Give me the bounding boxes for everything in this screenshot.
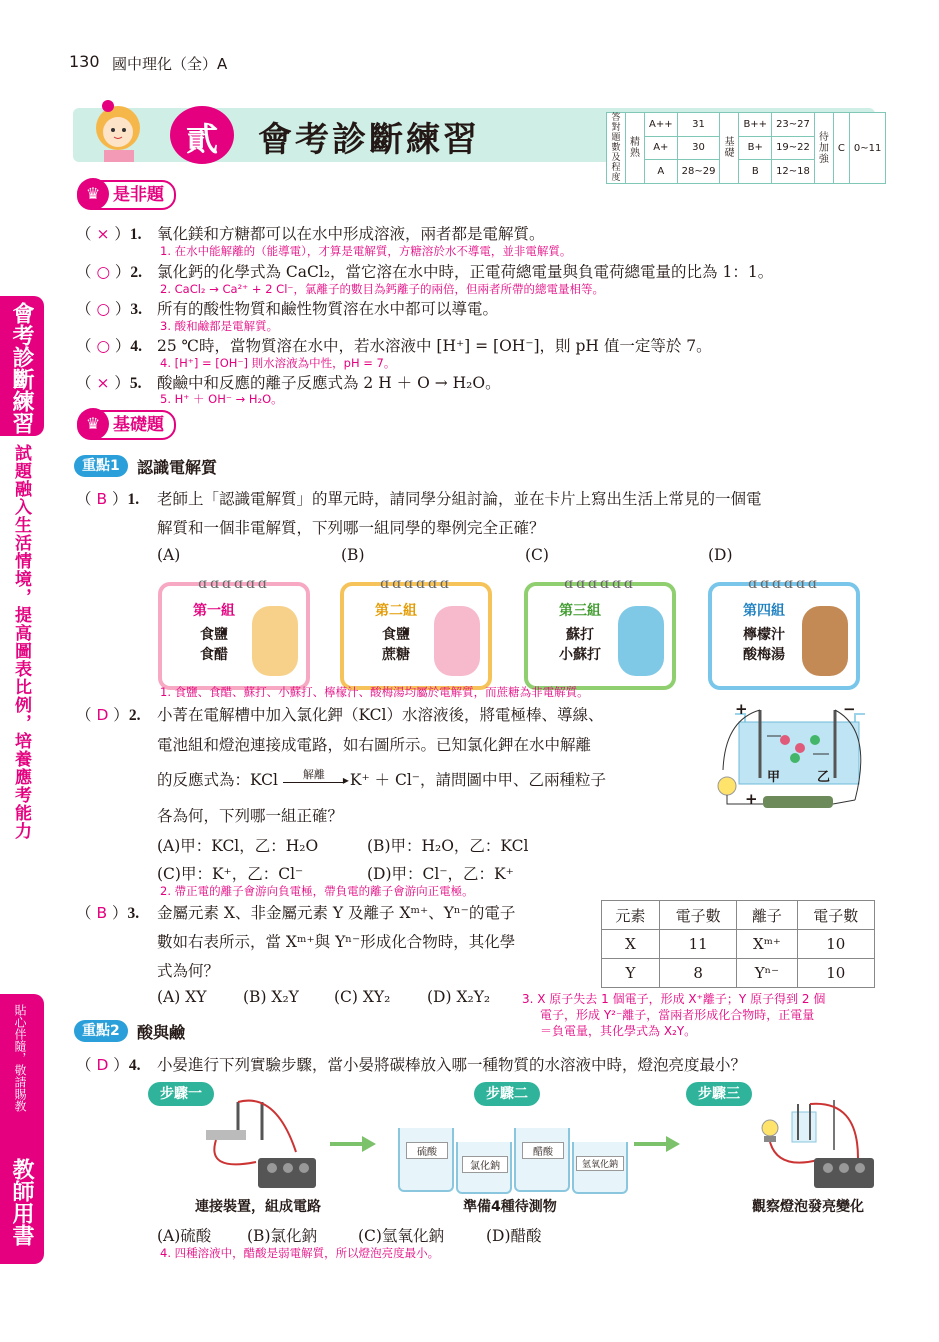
side-teacher-label: 教師用書 [9,1158,34,1246]
basic-title [77,410,176,440]
card-title: 第一組 [193,603,235,619]
answer-mark: × [96,374,110,392]
card-item: 酸梅湯 [743,647,785,663]
question-number: 1. [127,491,140,508]
section-char: 貳 [185,120,218,158]
step-1-label: 步驟一 [148,1082,214,1106]
question-text: 數如右表所示，當 Xᵐ⁺與 Yⁿ⁻形成化合物時，其化學 [157,933,516,951]
score-cell: B++ [739,113,772,137]
answer-parens: （ ○ ）2. [76,263,143,281]
score-cell: B+ [739,136,772,160]
table-cell: Yⁿ⁻ [737,959,797,988]
answer-parens: （ ○ ）4. [76,337,143,355]
explanation: 1. 食鹽、食醋、蘇打、小蘇打、檸檬汁、酸梅湯均屬於電解質，而蔗糖為非電解質。 [160,685,589,699]
card-group-2 [340,576,492,690]
particle-jia-label: 甲 [767,770,781,785]
score-cell: C [833,113,849,184]
card-item: 檸檬汁 [743,627,785,643]
true-false-title [77,180,176,210]
particle-yi-label: 乙 [817,770,831,785]
score-cell: B [739,160,772,184]
score-col2: 基礎 [720,113,739,184]
answer-mark: ○ [96,263,110,281]
option-d: (D) X₂Y₂ [427,988,491,1006]
explanation: ＝負電量，其化學式為 X₂Y。 [540,1024,697,1038]
step-3-label: 步驟三 [686,1082,752,1106]
option-c: (C)甲：K⁺，乙：Cl⁻ [157,865,304,883]
answer-parens: （ × ）5. [76,374,142,392]
explanation: 2. 帶正電的離子會游向負電極，帶負電的離子會游向正電極。 [160,884,474,898]
reaction-arrow: 解離 ▸ [283,780,345,783]
beaker-sodium-chloride [456,1142,512,1194]
option-b: (B)氯化鈉 [247,1227,317,1245]
card-group-1 [158,576,310,690]
beaker-acetic [514,1128,570,1192]
ring-binder-icon: ɑɑɑɑɑɑ [380,576,452,592]
circuit-apparatus-illustration [196,1092,320,1190]
question-text: 解質和一個非電解質，下列哪一組同學的舉例完全正確？ [157,519,545,537]
explanation: 3. 酸和鹼都是電解質。 [160,319,279,333]
question-text: 老師上「認識電解質」的單元時，請同學分組討論，並在卡片上寫出生活上常見的一個電 [157,490,762,508]
score-label: 答對題數及程度 [607,113,626,184]
step-2-caption: 準備4種待測物 [463,1199,557,1215]
table-cell: 10 [797,959,875,988]
monkey-character-icon [802,606,848,676]
answer-mark: B [96,904,108,922]
option-b: (B)甲：H₂O，乙：KCl [367,837,529,855]
answer-parens: （ D ）4. [76,1056,141,1074]
question-number: 4. [130,338,143,355]
card-group-4 [708,576,860,690]
table-cell: X [602,930,660,959]
option-label: (B) [341,546,365,564]
mascot-illustration [80,98,160,162]
option-d: (D)醋酸 [486,1227,542,1245]
question-number: 5. [129,375,142,392]
book-title: 國中理化（全）A [112,55,228,73]
answer-mark: B [96,490,108,508]
table-header: 電子數 [797,901,875,930]
question-number: 2. [130,264,143,281]
bear-character-icon [618,606,664,676]
question-text: 25 ℃時，當物質溶在水中，若水溶液中 [H⁺] = [OH⁻]，則 pH 值一定等於 7。 [157,337,712,355]
question-text: 小晏進行下列實驗步驟，當小晏將碳棒放入哪一種物質的水溶液中時，燈泡亮度最小？ [157,1056,747,1074]
option-d: (D)甲：Cl⁻，乙：K⁺ [367,865,514,883]
answer-parens: （ B ）1. [76,490,140,508]
explanation: 4. 四種溶液中，醋酸是弱電解質，所以燈泡亮度最小。 [160,1246,440,1260]
positive-terminal-label: + [735,700,748,718]
table-cell: 11 [659,930,736,959]
question-number: 4. [128,1057,141,1074]
rabbit-character-icon [434,606,480,676]
keypoint-1-tag: 重點1 [74,455,128,477]
side-slogan: 試題融入生活情境，提高圖表比例，培養應考能力 [11,444,31,840]
answer-mark: ○ [96,300,110,318]
page-number: 130 [69,52,100,71]
option-label: (A) [157,546,181,564]
table-cell: Xᵐ⁺ [737,930,797,959]
table-cell: 10 [797,930,875,959]
crown-icon: ♛ [77,408,109,440]
arrow-right-icon [634,1136,680,1152]
negative-terminal-label: − [843,700,856,718]
question-text: 所有的酸性物質和鹼性物質溶在水中都可以導電。 [157,300,499,318]
table-cell: 8 [659,959,736,988]
question-number: 3. [127,905,140,922]
beaker-label: 氯化鈉 [462,1156,508,1173]
score-cell: 30 [677,136,720,160]
question-text: 酸鹼中和反應的離子反應式為 2 H ＋ O → H₂O。 [157,374,501,392]
question-text: 小菁在電解槽中加入氯化鉀（KCl）水溶液後，將電極棒、導線、 [157,706,604,724]
table-header: 電子數 [659,901,736,930]
score-cell: 28~29 [677,160,720,184]
ring-binder-icon: ɑɑɑɑɑɑ [748,576,820,592]
explanation: 電子，形成 Y²⁻離子，當兩者形成化合物時，正電量 [540,1008,815,1022]
option-label: (D) [708,546,733,564]
keypoint-2-title: 酸與鹼 [137,1023,186,1042]
option-a: (A)甲：KCl，乙：H₂O [157,837,319,855]
score-table [606,112,886,184]
question-text [157,768,606,790]
table-header: 離子 [737,901,797,930]
card-title: 第四組 [743,603,785,619]
score-col1: 精熟 [626,113,645,184]
side-teacher-note: 貼心伴隨，敬請賜教 [13,1004,27,1112]
beaker-sodium-hydroxide [572,1142,628,1194]
step-3-caption: 觀察燈泡發亮變化 [752,1199,864,1215]
question-text: 氧化鎂和方糖都可以在水中形成溶液，兩者都是電解質。 [157,225,545,243]
arrow-label: 解離 [302,767,325,781]
answer-mark: D [96,706,109,724]
basic-title-text: 基礎題 [113,415,164,435]
question-text: 氯化鈣的化學式為 CaCl₂，當它溶在水中時，正電荷總電量與負電荷總電量的比為 1：1。 [157,263,774,281]
answer-parens: （ ○ ）3. [76,300,143,318]
option-label: (C) [525,546,549,564]
table-cell: Y [602,959,660,988]
keypoint-1-title: 認識電解質 [137,458,218,477]
score-cell: 31 [677,113,720,137]
reaction-right: K⁺ ＋ Cl⁻，請問圖中甲、乙兩種粒子 [349,771,606,789]
question-text: 金屬元素 X、非金屬元素 Y 及離子 Xᵐ⁺、Yⁿ⁻的電子 [157,904,516,922]
score-cell: A+ [645,136,678,160]
step-1-caption: 連接裝置，組成電路 [195,1199,321,1215]
score-cell: A [645,160,678,184]
table-header: 元素 [602,901,660,930]
step-2-label: 步驟二 [474,1082,540,1106]
score-cell: 0~11 [849,113,885,184]
option-c: (C) XY₂ [334,988,391,1006]
answer-mark: ○ [96,337,110,355]
arrow-right-icon [330,1136,376,1152]
reaction-left: 的反應式為：KCl [157,771,278,789]
explanation: 3. X 原子失去 1 個電子，形成 X⁺離子；Y 原子得到 2 個 [522,992,826,1006]
card-item: 食鹽 [200,627,228,643]
side-tab-diagnosis-label: 會考診斷練習 [9,302,34,434]
answer-parens: （ B ）3. [76,904,140,922]
card-item: 食鹽 [382,627,410,643]
card-title: 第二組 [375,603,417,619]
option-b: (B) X₂Y [243,988,299,1006]
explanation: 4. [H⁺] = [OH⁻] 則水溶液為中性，pH = 7。 [160,356,396,370]
question-text: 各為何，下列哪一組正確？ [157,807,344,825]
true-false-title-text: 是非題 [113,185,164,205]
ring-binder-icon: ɑɑɑɑɑɑ [564,576,636,592]
battery-plus-label: + [745,790,758,808]
option-a: (A) XY [157,988,207,1006]
score-cell: A++ [645,113,678,137]
electrolysis-figure [705,700,877,815]
electron-table [601,900,875,988]
beaker-sulfuric [398,1128,454,1192]
question-number: 3. [130,301,143,318]
explanation: 5. H⁺ ＋ OH⁻ → H₂O。 [160,392,283,406]
card-item: 小蘇打 [559,647,601,663]
question-text: 電池組和燈泡連接成電路，如右圖所示。已知氯化鉀在水中解離 [157,736,592,754]
score-cell: 19~22 [772,136,815,160]
beaker-label: 醋酸 [522,1142,564,1159]
score-col3: 待加強 [814,113,833,184]
keypoint-2-tag: 重點2 [74,1020,128,1042]
card-item: 蔗糖 [382,647,410,663]
option-a: (A)硫酸 [157,1227,212,1245]
beaker-label: 硫酸 [406,1142,448,1159]
question-number: 1. [129,226,142,243]
score-cell: 12~18 [772,160,815,184]
answer-mark: D [96,1056,109,1074]
card-item: 食醋 [200,647,228,663]
explanation: 1. 在水中能解離的（能導電），才算是電解質，方糖溶於水不導電，並非電解質。 [160,244,572,258]
question-text: 式為何？ [157,962,220,980]
bulb-circuit-illustration [748,1100,876,1192]
section-title: 會考診斷練習 [258,120,480,160]
girl-character-icon [252,606,298,676]
beaker-label: 氫氧化鈉 [576,1156,624,1171]
ring-binder-icon: ɑɑɑɑɑɑ [198,576,270,592]
answer-mark: × [96,225,110,243]
score-cell: 23~27 [772,113,815,137]
answer-parens: （ × ）1. [76,225,142,243]
crown-icon: ♛ [77,178,109,210]
card-group-3 [524,576,676,690]
answer-parens: （ D ）2. [76,706,141,724]
question-number: 2. [128,707,141,724]
card-title: 第三組 [559,603,601,619]
explanation: 2. CaCl₂ → Ca²⁺ + 2 Cl⁻，氯離子的數目為鈣離子的兩倍，但兩者所帶的總電量相等。 [160,282,604,296]
card-item: 蘇打 [566,627,594,643]
option-c: (C)氫氧化鈉 [358,1227,444,1245]
